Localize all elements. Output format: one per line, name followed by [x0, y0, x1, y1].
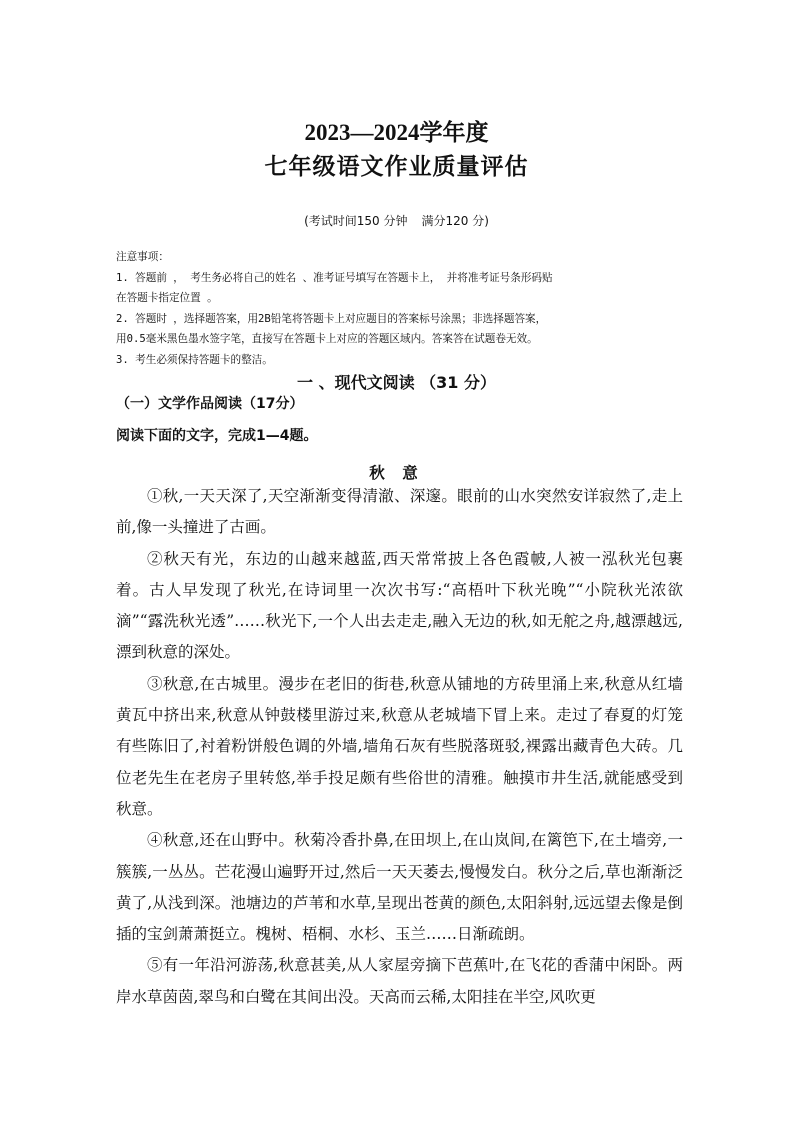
document-title-year: 2023—2024学年度	[304, 120, 489, 145]
notes-heading: 注意事项：	[116, 251, 169, 263]
full-score: 满分120 分)	[421, 214, 489, 228]
essay-paragraph: ④秋意,还在山野中。秋菊冷香扑鼻,在田坝上,在山岚间,在篱笆下,在土墙旁,一簇簇,一丛丛。芒花漫山遍野开过,然后一天天萎去,慢慢发白。秋分之后,草也渐渐泛黄了,从浅到深。池塘边的芦苇和水草,呈现出苍黄的颜色,太阳斜射,远远望去像是倒插的宝剑萧萧挺立。槐树、梧桐、水杉、玉兰……日渐疏朗。	[116, 831, 683, 944]
document-title-main: 七年级语文作业质量评估	[264, 154, 529, 180]
essay-paragraph: ①秋,一天天深了,天空渐渐变得清澈、深邃。眼前的山水突然安详寂然了,走上前,像一头撞进了古画。	[116, 487, 683, 537]
essay-body	[116, 481, 683, 1013]
notes-line: 2. 答题时 ，选择题答案，用2B铅笔将答题卡上对应题目的答案标号涂黑；非选择题答案，	[116, 312, 547, 325]
essay-paragraph: ③秋意,在古城里。漫步在老旧的街巷,秋意从铺地的方砖里涌上来,秋意从红墙黄瓦中挤出来,秋意从钟鼓楼里游过来,秋意从老城墙下冒上来。走过了春夏的灯笼有些陈旧了,衬着粉饼般色调的外墙,墙角石灰有些脱落斑驳,裸露出藏青色大砖。几位老先生在老房子里转悠,举手投足颇有些俗世的清雅。触摸市井生活,就能感受到秋意。	[116, 674, 683, 818]
notes-line: 用0.5毫米黑色墨水签字笔，直接写在答题卡上对应的答题区域内。答案答在试题卷无效。	[116, 333, 538, 345]
essay-title: 秋 意	[369, 463, 424, 482]
notes-line: 在答题卡指定位置 。	[116, 292, 218, 304]
section-title: 一 、现代文阅读 （31 分）	[297, 373, 496, 392]
notes-block	[116, 247, 686, 370]
exam-time: (考试时间150 分钟	[304, 214, 408, 228]
exam-info	[0, 212, 793, 230]
subsection-title: （一）文学作品阅读（17分）	[116, 396, 304, 412]
essay-paragraph: ⑤有一年沿河游荡,秋意甚美,从人家屋旁摘下芭蕉叶,在飞花的香蒲中闲卧。两岸水草茵茵,翠鸟和白鹭在其间出没。天高而云稀,太阳挂在半空,风吹更	[116, 956, 683, 1006]
reading-instruction: 阅读下面的文字，完成1—4题。	[116, 428, 318, 444]
essay-paragraph: ②秋天有光，东边的山越来越蓝,西天常常披上各色霞帔,人被一泓秋光包裹着。古人早发现了秋光,在诗词里一次次书写:“高梧叶下秋光晚”“小院秋光浓欲滴”“露洗秋光透”……秋光下,一个人出去走走,融入无边的秋,如无舵之舟,越漂越远,漂到秋意的深处。	[116, 549, 683, 662]
notes-line: 1. 答题前 ， 考生务必将自己的姓名 、准考证号填写在答题卡上， 并将准考证号条形码贴	[116, 271, 553, 284]
notes-line: 3. 考生必须保持答题卡的整洁。	[116, 353, 273, 366]
